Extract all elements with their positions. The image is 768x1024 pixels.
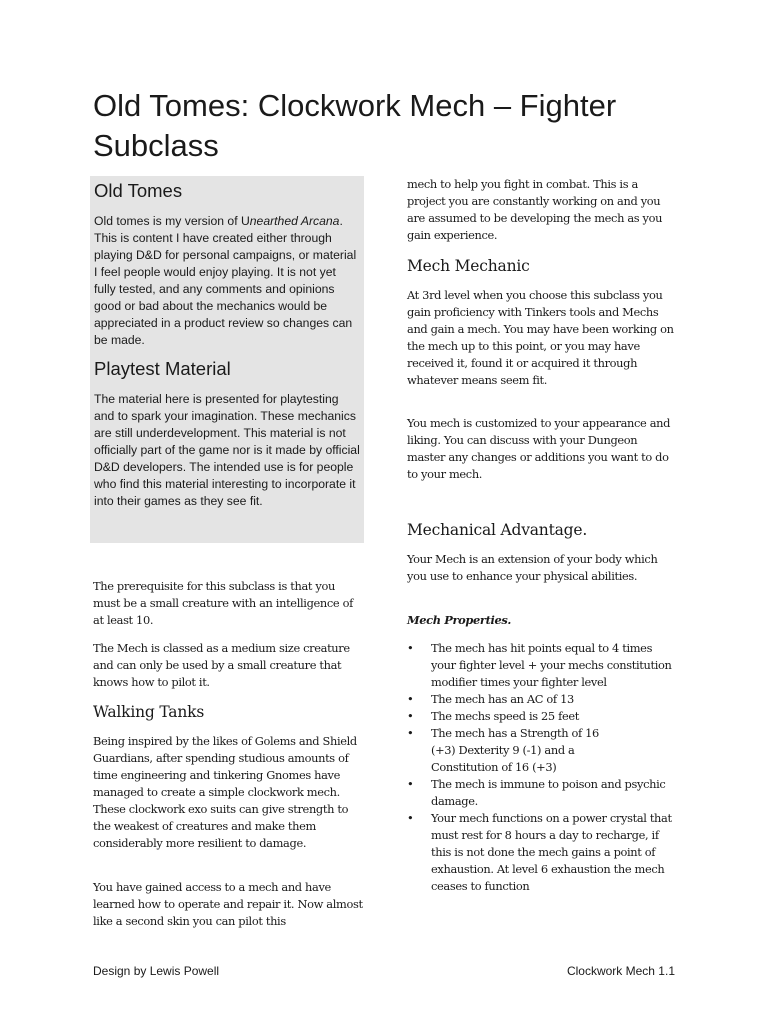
mech-properties-heading: Mech Properties. [407,613,512,627]
mech-access-text: You have gained access to a mech and have learned how to operate and repair it. Now almost like a second skin you can pilot this [93,880,363,928]
prerequisite-text: The prerequisite for this subclass is that you must be a small creature with an intelligence of at least 10. [93,579,353,627]
mech-class-text: The Mech is classed as a medium size creature and can only be used by a small creature that knows how to pilot it. [93,641,350,689]
playtest-heading: Playtest Material [94,358,231,379]
mech-mechanic-heading: Mech Mechanic [407,257,530,275]
mech-customize-text: You mech is customized to your appearance and liking. You can discuss with your Dungeon master any changes or additions you want to do to your mech. [407,416,671,481]
sidebar-box [90,176,364,543]
list-item: • The mech has hit points equal to 4 times your fighter level + your mechs constitution modifier times your fighter level [407,640,675,691]
walking-tanks-text: Being inspired by the likes of Golems and Shield Guardians, after spending studious amounts of time engineering and tinkering Gnomes have managed to create a simple clockwork mech. These clockwork exo suits can give strength to the weakest of creatures and make them considerably more resilient to damage. [93,734,357,850]
old-tomes-text: Old tomes is my version of Unearthed Arcana. This is content I have created either through playing D&D for personal campaigns, or material I feel people would enjoy playing. It is not yet fully tested, and any comments and opinions good or bad about the mechanics would be appreciated in a product review so changes can be made. [94,214,357,347]
list-item: • Your mech functions on a power crystal that must rest for 8 hours a day to recharge, if this is not done the mech gains a point of exhaustion. At level 6 exhaustion the mech ceases to function [407,810,675,895]
page-title: Old Tomes: Clockwork Mech – Fighter Subclass [93,88,617,163]
mech-mechanic-text: At 3rd level when you choose this subclass you gain proficiency with Tinkers tools and Mechs and gain a mech. You may have been working on the mech up to this point, or you may have received it, found it or acquired it through whatever means seem fit. [407,288,674,387]
playtest-text: The material here is presented for playtesting and to spark your imagination. These mechanics are still underdevelopment. This material is not officially part of the game nor is it made by official D&D developers. The intended use is for people who find this material interesting to incorporate it into their games as they see fit. [94,392,360,508]
list-item: • The mech has a Strength of 16 (+3) Dexterity 9 (-1) and a Constitution of 16 (+3) [407,725,675,776]
list-item: • The mech is immune to poison and psychic damage. [407,776,675,810]
list-item: • The mechs speed is 25 feet [407,708,675,725]
mechanical-advantage-text: Your Mech is an extension of your body which you use to enhance your physical abilities. [407,552,658,583]
walking-tanks-heading: Walking Tanks [93,703,205,721]
mech-properties-list [407,640,675,895]
list-item: • The mech has an AC of 13 [407,691,675,708]
old-tomes-heading: Old Tomes [94,180,183,201]
mechanical-advantage-heading: Mechanical Advantage. [407,521,588,539]
footer-version: Clockwork Mech 1.1 [566,964,675,978]
footer-author: Design by Lewis Powell [93,964,220,978]
mech-access-continued: mech to help you fight in combat. This is a project you are constantly working on and you are assumed to be developing the mech as you gain experience. [407,177,663,242]
